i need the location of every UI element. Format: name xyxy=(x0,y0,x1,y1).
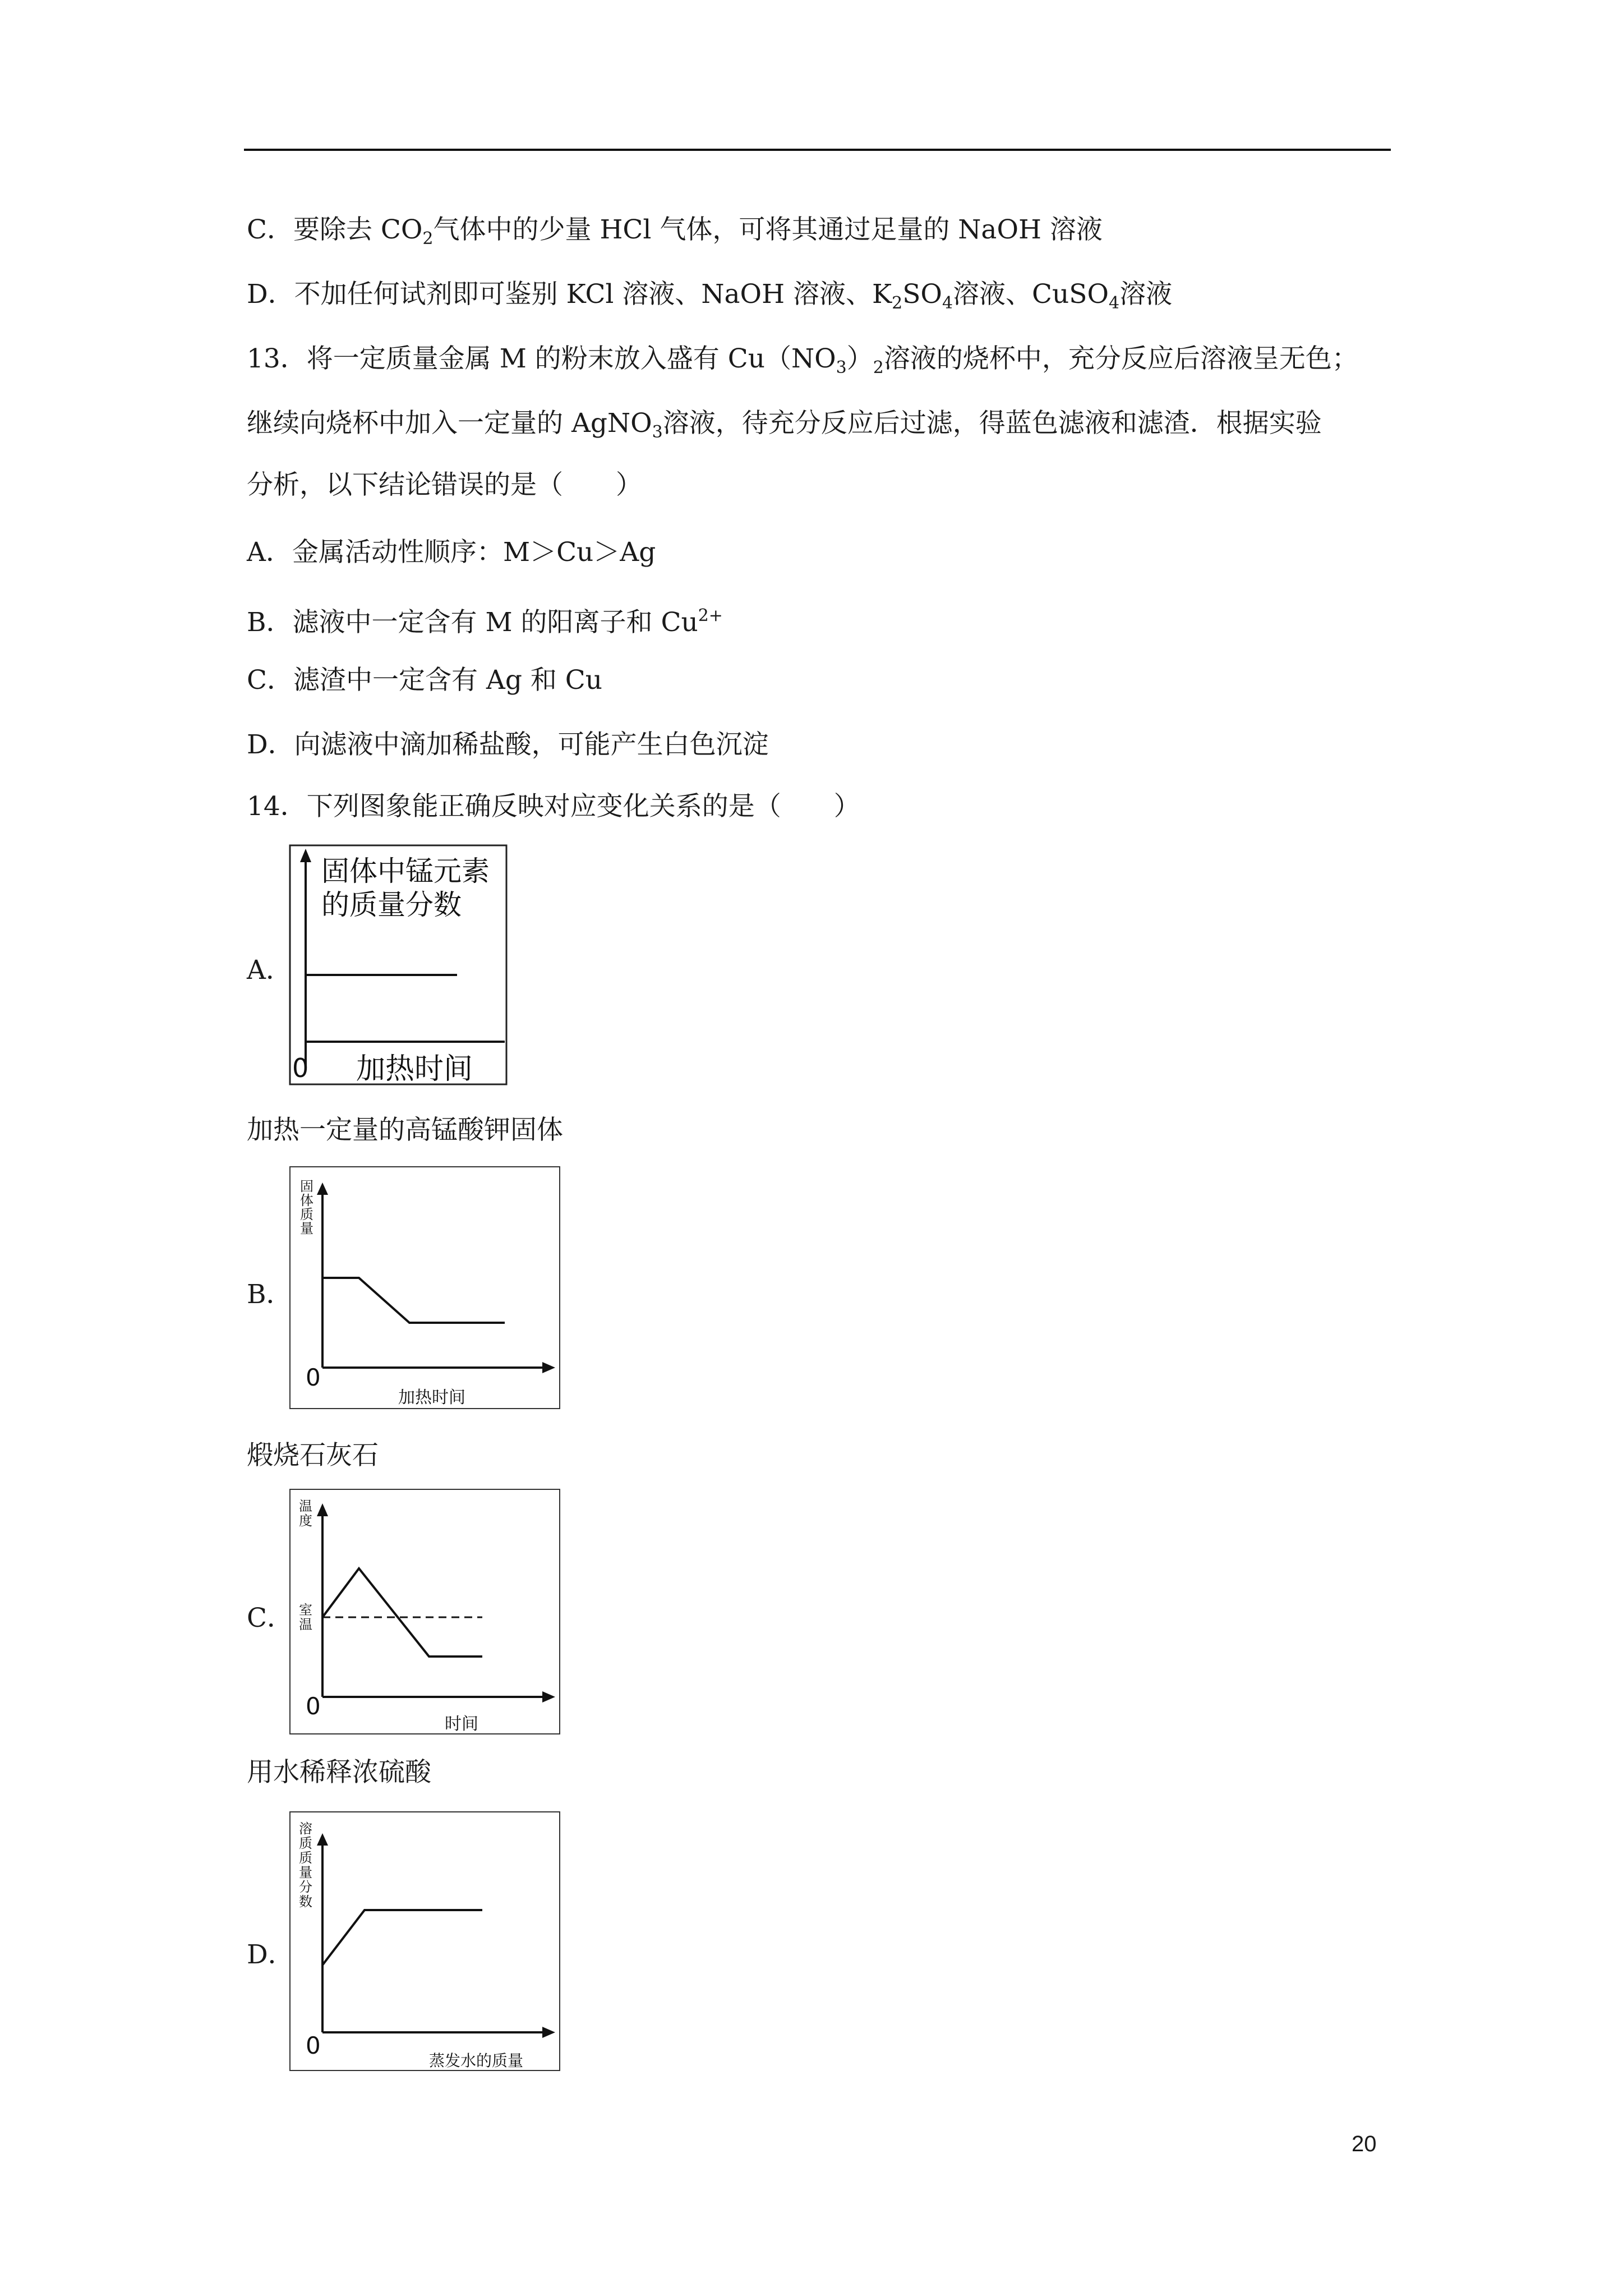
question-14-stem: 14．下列图象能正确反映对应变化关系的是（ ） xyxy=(247,791,860,822)
svg-text:质: 质 xyxy=(299,1835,312,1851)
option-d-graph xyxy=(289,1811,561,2072)
svg-text:体: 体 xyxy=(300,1193,313,1208)
question-13-option-d: D．向滤液中滴加稀盐酸，可能产生白色沉淀 xyxy=(247,729,769,760)
svg-text:蒸发水的质量: 蒸发水的质量 xyxy=(429,2051,524,2070)
svg-text:0: 0 xyxy=(306,1692,321,1720)
option-c-graph xyxy=(289,1488,561,1735)
svg-text:质: 质 xyxy=(299,1850,312,1866)
option-a-graph xyxy=(289,844,508,1085)
option-a-caption: 加热一定量的高锰酸钾固体 xyxy=(247,1115,563,1145)
svg-text:量: 量 xyxy=(299,1865,312,1880)
question-13-option-b: B．滤液中一定含有 M 的阳离子和 $Cu^{2+}$ xyxy=(247,606,723,638)
svg-text:0: 0 xyxy=(306,2032,321,2059)
svg-text:度: 度 xyxy=(299,1513,312,1529)
option-b-graph xyxy=(289,1166,561,1410)
svg-text:固: 固 xyxy=(300,1179,313,1194)
svg-text:室: 室 xyxy=(299,1602,312,1618)
option-a-label: A． xyxy=(247,955,292,986)
option-c-line: C．要除去 $CO_2$气体中的少量 HCl 气体，可将其通过足量的 NaOH 溶液 xyxy=(247,214,1103,249)
svg-text:质: 质 xyxy=(300,1207,313,1222)
svg-text:溶: 溶 xyxy=(299,1821,312,1837)
option-d-label: D． xyxy=(247,1939,294,1970)
option-b-label: B． xyxy=(247,1279,293,1310)
page-number: 20 xyxy=(1352,2132,1377,2156)
option-d-line: D．不加任何试剂即可鉴别 KCl 溶液、NaOH 溶液、$K_2SO_4$溶液、CuSO$_4$溶液 xyxy=(247,279,1173,313)
option-c-data-line xyxy=(322,1568,482,1657)
svg-text:时间: 时间 xyxy=(445,1714,478,1734)
svg-text:量: 量 xyxy=(300,1221,313,1236)
option-a-xlabel: 加热时间 xyxy=(356,1052,473,1085)
option-d-data-line xyxy=(322,1910,482,1965)
option-b-caption: 煅烧石灰石 xyxy=(247,1440,379,1471)
question-13-option-c: C．滤渣中一定含有 Ag 和 Cu xyxy=(247,665,603,696)
option-c-caption: 用水稀释浓硫酸 xyxy=(247,1757,431,1788)
option-b-data-line xyxy=(322,1278,505,1323)
option-a-ylabel-2: 的质量分数 xyxy=(321,889,462,921)
svg-text:温: 温 xyxy=(299,1498,312,1514)
svg-text:分: 分 xyxy=(299,1879,312,1895)
question-13-option-a: A．金属活动性顺序：M＞Cu＞Ag xyxy=(247,537,656,568)
header-rule xyxy=(244,149,1391,151)
question-13-line-2: 继续向烧杯中加入一定量的 AgNO$_3$溶液，待充分反应后过滤，得蓝色滤液和滤渣．根据实验 xyxy=(247,408,1322,442)
option-c-label: C． xyxy=(247,1603,293,1634)
option-a-ylabel-1: 固体中锰元素 xyxy=(321,855,490,887)
question-13-line-1: 13．将一定质量金属 M 的粉末放入盛有 $Cu(NO_3)_2$溶液的烧杯中，充分反应后溶液呈无色； xyxy=(247,343,1358,378)
svg-text:温: 温 xyxy=(299,1617,312,1632)
question-13-line-3: 分析，以下结论错误的是（ ） xyxy=(247,470,642,500)
svg-text:加热时间: 加热时间 xyxy=(398,1388,465,1407)
option-a-origin: 0 xyxy=(292,1053,309,1083)
svg-text:数: 数 xyxy=(299,1894,312,1910)
svg-text:0: 0 xyxy=(306,1364,321,1391)
